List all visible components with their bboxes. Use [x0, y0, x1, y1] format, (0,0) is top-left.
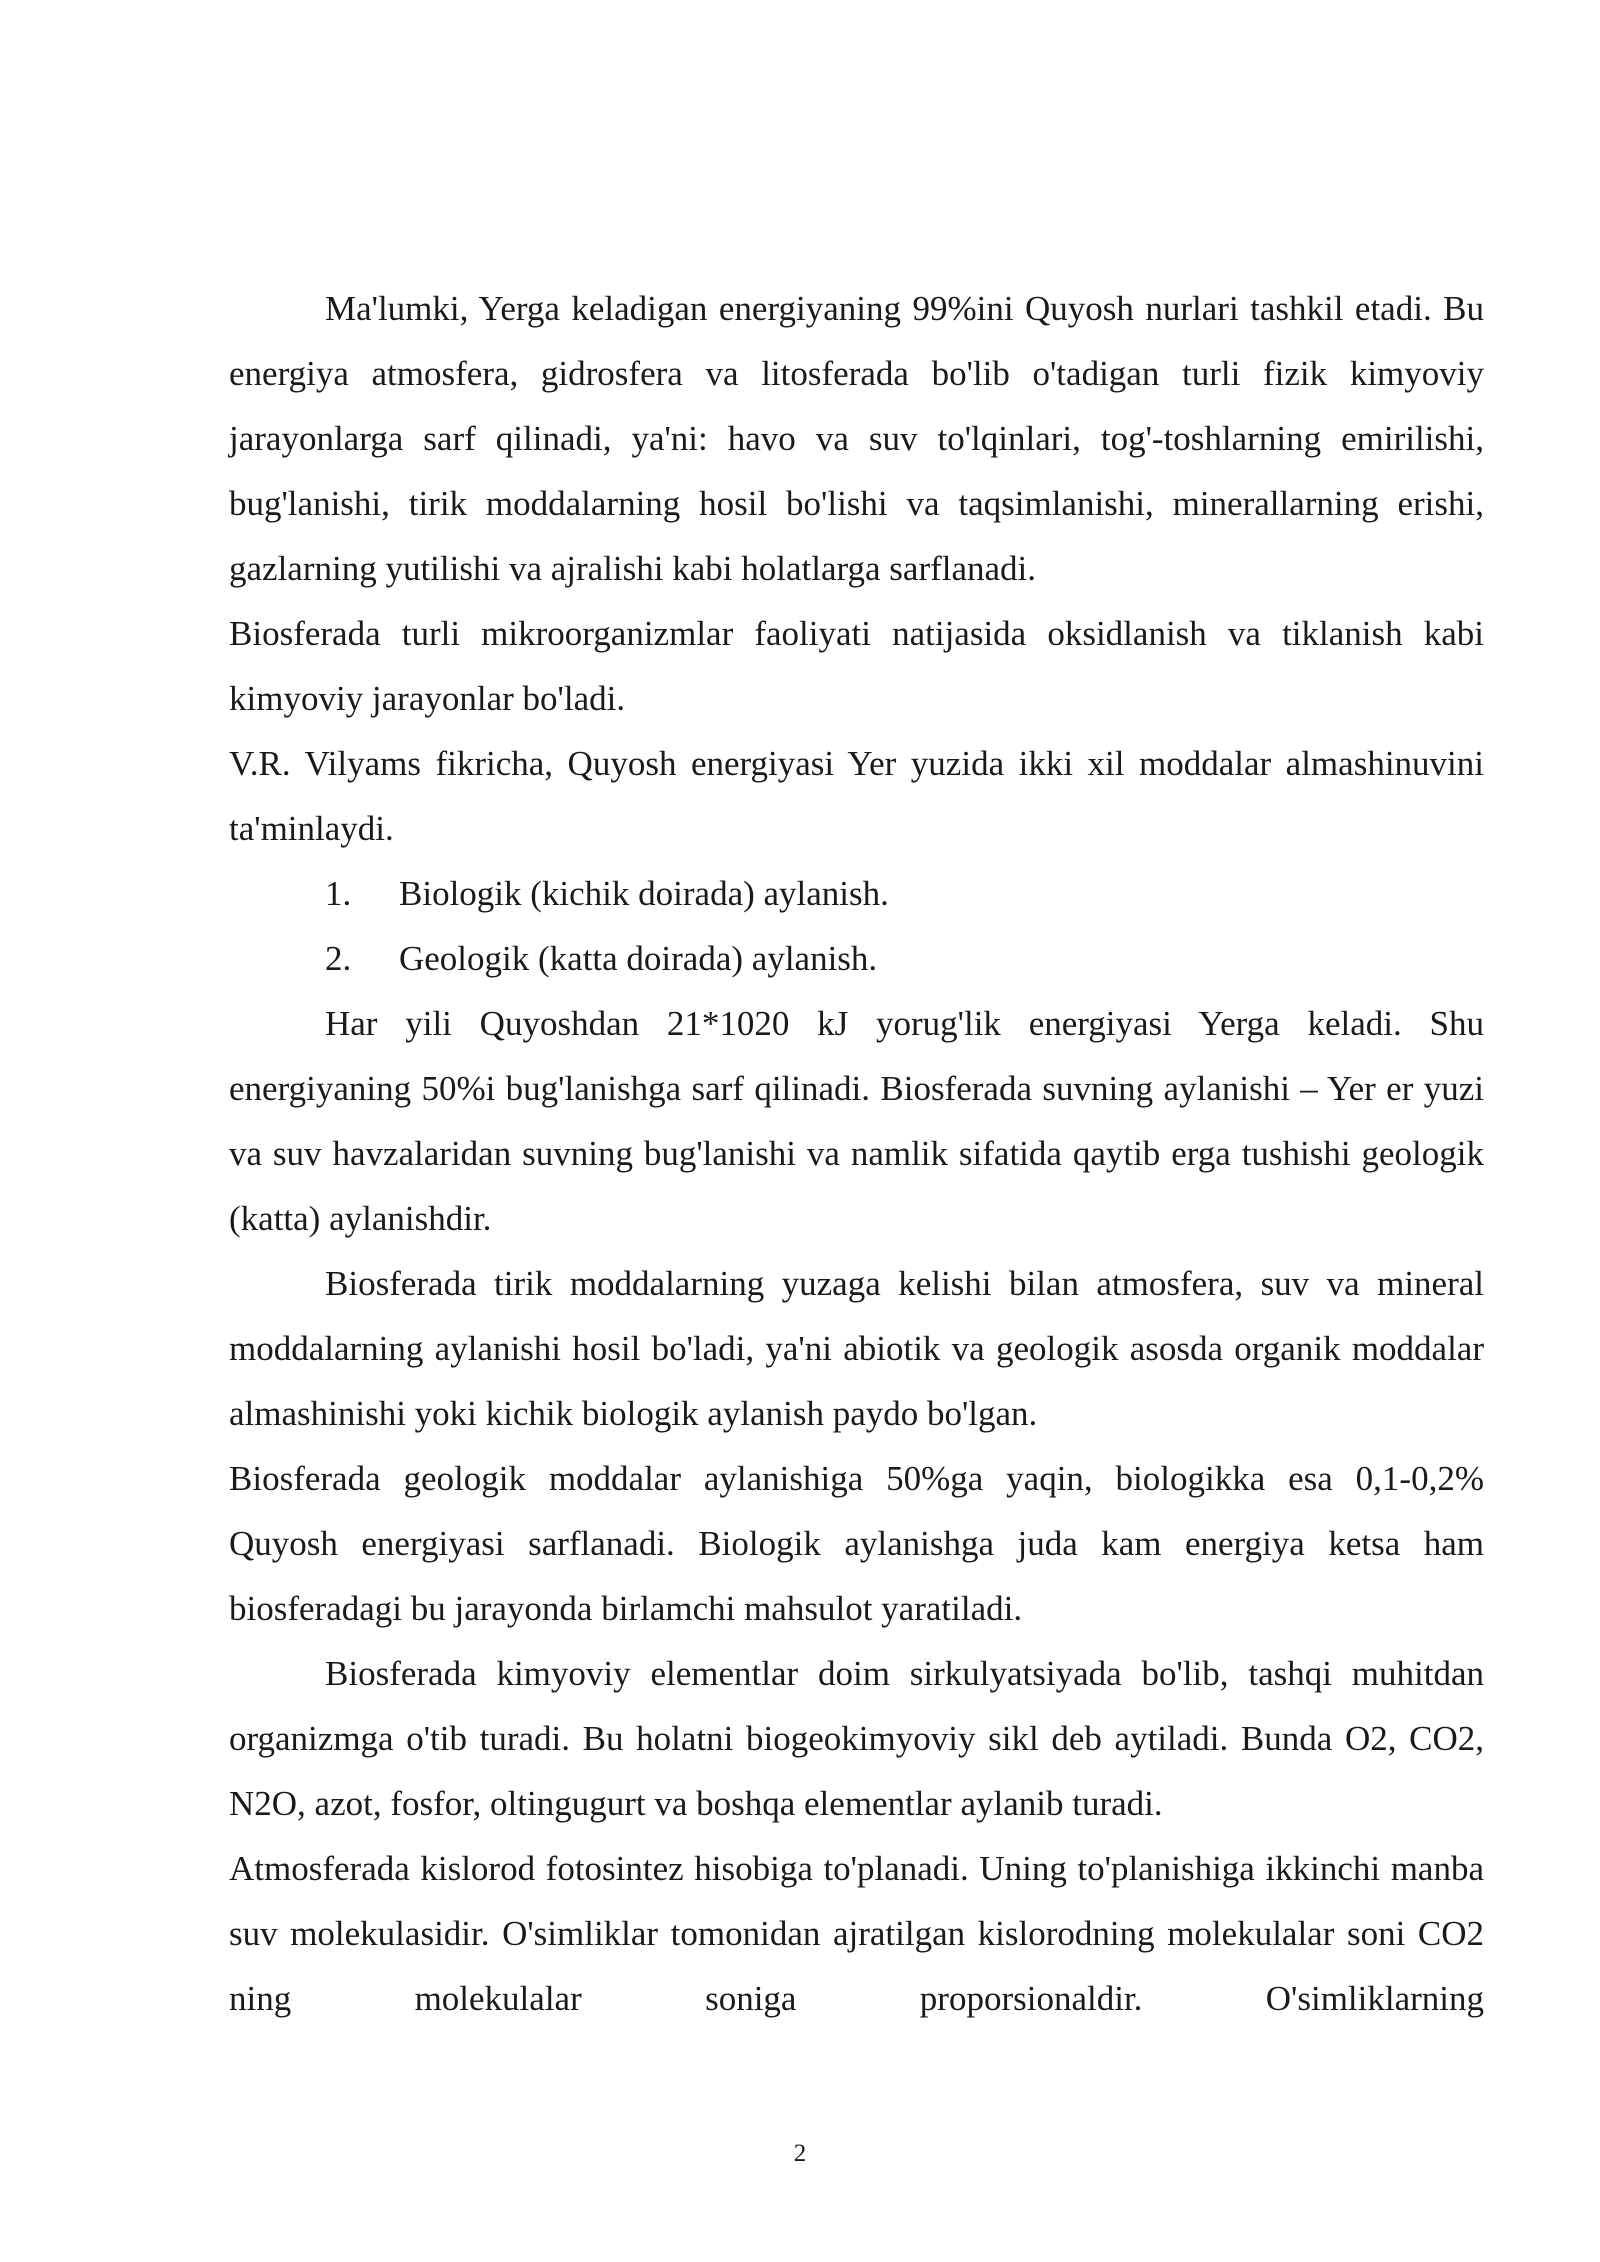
list-item-text: Geologik (katta doirada) aylanish.	[399, 939, 878, 978]
list-item-text: Biologik (kichik doirada) aylanish.	[399, 874, 889, 913]
document-body	[229, 276, 1484, 2031]
list-item	[229, 861, 1484, 926]
paragraph-biogeochemical-cycle: Biosferada kimyoviy elementlar doim sirkulyatsiyada bo'lib, tashqi muhitdan organizmga o'tib turadi. Bu holatni biogeokimyoviy sikl deb aytiladi. Bunda O2, CO2, N2O, azot, fosfor, oltingugurt va boshqa elementlar aylanib turadi.	[229, 1654, 1484, 1823]
list-item-number: 2.	[325, 939, 352, 978]
paragraph-microorganisms: Biosferada turli mikroorganizmlar faoliyati natijasida oksidlanish va tiklanish kabi kimyoviy jarayonlar bo'ladi.	[229, 614, 1484, 718]
paragraph-vilyams: V.R. Vilyams fikricha, Quyosh energiyasi Yer yuzida ikki xil moddalar almashinuvini ta'minlaydi.	[229, 744, 1484, 848]
page-number: 2	[793, 2140, 807, 2167]
paragraph-geological-cycle: Biosferada geologik moddalar aylanishiga 50%ga yaqin, biologikka esa 0,1-0,2% Quyosh energiyasi sarflanadi. Biologik aylanishga juda kam energiya ketsa ham biosferadagi bu jarayonda birlamchi mahsulot yaratiladi.	[229, 1459, 1484, 1628]
paragraph-oxygen: Atmosferada kislorod fotosintez hisobiga to'planadi. Uning to'planishiga ikkinchi manba suv molekulasidir. O'simliklar tomonidan ajratilgan kislorodning molekulalar soni CO2 ning molekulalar soniga proporsionaldir. O'simliklarning	[229, 1849, 1484, 2018]
list-item	[229, 926, 1484, 991]
paragraph-yearly-energy: Har yili Quyoshdan 21*1020 kJ yorug'lik energiyasi Yerga keladi. Shu energiyaning 50%i bug'lanishga sarf qilinadi. Biosferada suvning aylanishi – Yer er yuzi va suv havzalaridan suvning bug'lanishi va namlik sifatida qaytib erga tushishi geologik (katta) aylanishdir.	[229, 1004, 1484, 1238]
paragraph-living-matter: Biosferada tirik moddalarning yuzaga kelishi bilan atmosfera, suv va mineral moddalarning aylanishi hosil bo'ladi, ya'ni abiotik va geologik asosda organik moddalar almashinishi yoki kichik biologik aylanish paydo bo'lgan.	[229, 1264, 1484, 1433]
paragraph-solar-energy: Ma'lumki, Yerga keladigan energiyaning 99%ini Quyosh nurlari tashkil etadi. Bu energiya atmosfera, gidrosfera va litosferada bo'lib o'tadigan turli fizik kimyoviy jarayonlarga sarf qilinadi, ya'ni: havo va suv to'lqinlari, tog'-toshlarning emirilishi, bug'lanishi, tirik moddalarning hosil bo'lishi va taqsimlanishi, minerallarning erishi, gazlarning yutilishi va ajralishi kabi holatlarga sarflanadi.	[229, 289, 1484, 588]
list-item-number: 1.	[325, 874, 352, 913]
